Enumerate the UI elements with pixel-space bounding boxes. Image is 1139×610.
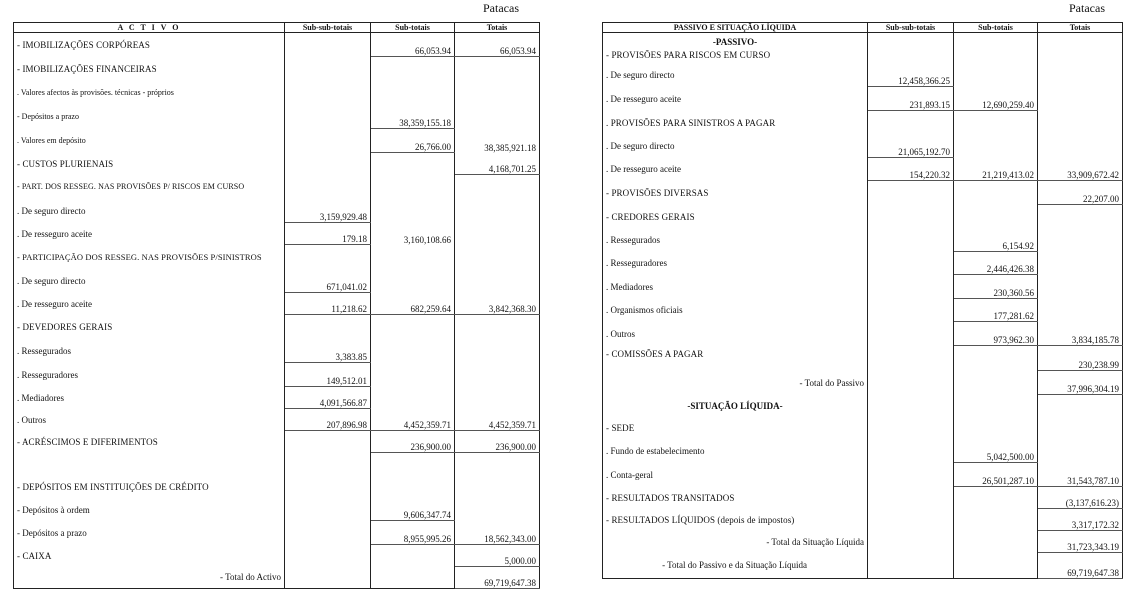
cell-sub-total: 12,690,259.40 <box>954 87 1038 111</box>
cell-sub-total <box>954 553 1038 579</box>
cell-sub-sub-total <box>285 33 371 57</box>
cell-total: 31,543,787.10 <box>1038 463 1123 487</box>
section-heading-situacao-liquida: -SITUAÇÃO LÍQUIDA- <box>603 395 868 417</box>
table-row <box>14 453 540 475</box>
row-label: . Organismos oficiais <box>603 299 868 322</box>
table-row <box>14 245 540 269</box>
table-row <box>14 199 540 223</box>
cell-total: 38,385,921.18 <box>455 129 540 153</box>
cell-sub-sub-total: 12,458,366.25 <box>868 63 954 87</box>
row-label: - SEDE <box>603 417 868 439</box>
cell-sub-total <box>371 269 455 293</box>
table-row <box>14 339 540 363</box>
table-row <box>14 293 540 315</box>
cell-sub-sub-total <box>868 531 954 553</box>
cell-total: 3,842,368.30 <box>455 293 540 315</box>
cell-sub-total <box>954 63 1038 87</box>
table-row <box>14 175 540 199</box>
cell-total: 33,909,672.42 <box>1038 158 1123 181</box>
cell-total: 236,900.00 <box>455 431 540 453</box>
cell-sub-sub-total <box>285 81 371 105</box>
table-row <box>603 135 1123 158</box>
cell-total <box>455 339 540 363</box>
table-row <box>14 153 540 175</box>
row-label: - PART. DOS RESSEG. NAS PROVISÕES P/ RISCOS EM CURSO <box>14 175 285 199</box>
cell-total <box>1038 205 1123 229</box>
table-row <box>603 181 1123 205</box>
cell-total <box>1038 395 1123 417</box>
header-totais: Totais <box>455 23 540 33</box>
cell-sub-total <box>371 57 455 81</box>
row-label: - Depósitos a prazo <box>14 521 285 545</box>
table-row-total <box>14 567 540 589</box>
cell-sub-total <box>371 81 455 105</box>
table-row <box>603 158 1123 181</box>
cell-sub-total <box>954 47 1038 63</box>
cell-sub-total <box>371 363 455 387</box>
cell-sub-sub-total: 11,218.62 <box>285 293 371 315</box>
table-row <box>14 33 540 57</box>
row-label: - IMOBILIZAÇÕES FINANCEIRAS <box>14 57 285 81</box>
row-label: . De resseguro aceite <box>603 87 868 111</box>
cell-sub-sub-total <box>868 252 954 275</box>
cell-sub-total: 38,359,155.18 <box>371 105 455 129</box>
row-label: . Conta-geral <box>603 463 868 487</box>
cell-sub-sub-total <box>285 57 371 81</box>
row-label: . De seguro directo <box>14 269 285 293</box>
row-label: . Resseguradores <box>14 363 285 387</box>
row-label: - PROVISÕES DIVERSAS <box>603 181 868 205</box>
table-row <box>603 33 1123 47</box>
table-row <box>603 87 1123 111</box>
cell-sub-total: 5,042,500.00 <box>954 439 1038 463</box>
table-row <box>14 269 540 293</box>
cell-sub-total <box>371 387 455 409</box>
total-passivo-label: - Total do Passivo <box>603 371 868 395</box>
cell-total <box>1038 63 1123 87</box>
header-sub-totais: Sub-totais <box>954 23 1038 33</box>
cell-sub-sub-total <box>868 33 954 47</box>
cell-total <box>455 105 540 129</box>
cell-sub-sub-total: 21,065,192.70 <box>868 135 954 158</box>
cell-sub-sub-total <box>285 567 371 589</box>
row-label: - PARTICIPAÇÃO DOS RESSEG. NAS PROVISÕES P/SINISTROS <box>14 245 285 269</box>
cell-sub-sub-total <box>868 509 954 531</box>
table-row <box>14 315 540 339</box>
cell-sub-total <box>954 33 1038 47</box>
cell-sub-total <box>954 135 1038 158</box>
cell-sub-total: 8,955,995.26 <box>371 521 455 545</box>
cell-sub-total: 230,360.56 <box>954 275 1038 299</box>
table-row <box>14 223 540 245</box>
table-row <box>14 81 540 105</box>
cell-total <box>1038 87 1123 111</box>
table-row <box>14 57 540 81</box>
table-row <box>603 417 1123 439</box>
cell-sub-sub-total <box>868 395 954 417</box>
cell-total <box>1038 229 1123 252</box>
header-sub-sub-totais: Sub-sub-totais <box>868 23 954 33</box>
table-row <box>603 205 1123 229</box>
table-row <box>603 487 1123 509</box>
cell-sub-sub-total: 207,896.98 <box>285 409 371 431</box>
cell-sub-total <box>371 245 455 269</box>
cell-sub-sub-total: 671,041.02 <box>285 269 371 293</box>
row-label: . Mediadores <box>14 387 285 409</box>
cell-sub-total <box>954 531 1038 553</box>
table-row <box>603 439 1123 463</box>
table-row <box>603 63 1123 87</box>
cell-sub-sub-total <box>285 521 371 545</box>
row-label: . Ressegurados <box>603 229 868 252</box>
cell-sub-sub-total <box>285 175 371 199</box>
cell-sub-sub-total <box>868 181 954 205</box>
table-row <box>603 463 1123 487</box>
cell-total: 22,207.00 <box>1038 181 1123 205</box>
table-row-total <box>603 553 1123 579</box>
cell-sub-total <box>954 205 1038 229</box>
cell-total: 5,000.00 <box>455 545 540 567</box>
table-row <box>603 509 1123 531</box>
cell-sub-sub-total <box>868 463 954 487</box>
table-row <box>14 499 540 521</box>
cell-sub-sub-total <box>285 545 371 567</box>
cell-total <box>455 475 540 499</box>
cell-sub-total <box>954 181 1038 205</box>
cell-total: 3,317,172.32 <box>1038 509 1123 531</box>
row-label: . Mediadores <box>603 275 868 299</box>
row-label: . De resseguro aceite <box>14 223 285 245</box>
table-row <box>603 299 1123 322</box>
total-situacao-liquida-value: 31,723,343.19 <box>1038 531 1123 553</box>
row-label: . PROVISÕES PARA SINISTROS A PAGAR <box>603 111 868 135</box>
cell-total <box>455 363 540 387</box>
total-passivo-situacao-value: 69,719,647.38 <box>1038 553 1123 579</box>
currency-label-left: Patacas <box>483 1 519 15</box>
cell-sub-total: 177,281.62 <box>954 299 1038 322</box>
cell-sub-sub-total <box>868 439 954 463</box>
total-passivo-situacao-label: - Total do Passivo e da Situação Líquida <box>603 553 868 579</box>
cell-sub-sub-total: 4,091,566.87 <box>285 387 371 409</box>
row-label: . De resseguro aceite <box>603 158 868 181</box>
cell-sub-total <box>371 545 455 567</box>
cell-sub-sub-total: 231,893.15 <box>868 87 954 111</box>
table-header <box>14 23 540 33</box>
cell-sub-sub-total <box>868 205 954 229</box>
row-label: . Resseguradores <box>603 252 868 275</box>
cell-sub-sub-total <box>285 431 371 453</box>
cell-total <box>1038 275 1123 299</box>
cell-sub-sub-total <box>868 299 954 322</box>
row-label: . De resseguro aceite <box>14 293 285 315</box>
row-label: - Depósitos à ordem <box>14 499 285 521</box>
cell-sub-sub-total <box>868 275 954 299</box>
total-passivo-value: 37,996,304.19 <box>1038 371 1123 395</box>
cell-sub-sub-total: 154,220.32 <box>868 158 954 181</box>
table-row <box>603 111 1123 135</box>
row-label: . Ressegurados <box>14 339 285 363</box>
cell-sub-sub-total: 149,512.01 <box>285 363 371 387</box>
cell-sub-total <box>954 371 1038 395</box>
cell-sub-sub-total <box>285 105 371 129</box>
cell-sub-total <box>954 395 1038 417</box>
row-label: - RESULTADOS TRANSITADOS <box>603 487 868 509</box>
total-activo-value: 69,719,647.38 <box>455 567 540 589</box>
cell-sub-sub-total <box>868 229 954 252</box>
table-header <box>603 23 1123 33</box>
cell-sub-total <box>371 475 455 499</box>
table-row <box>14 521 540 545</box>
cell-total <box>1038 111 1123 135</box>
header-sub-totais: Sub-totais <box>371 23 455 33</box>
cell-total <box>1038 135 1123 158</box>
table-row <box>14 431 540 453</box>
row-label: . De seguro directo <box>603 135 868 158</box>
cell-sub-total <box>371 567 455 589</box>
cell-sub-total <box>954 509 1038 531</box>
header-totais: Totais <box>1038 23 1123 33</box>
row-label <box>14 453 285 475</box>
cell-total <box>1038 33 1123 47</box>
cell-total <box>455 245 540 269</box>
cell-sub-sub-total <box>868 417 954 439</box>
table-row <box>603 346 1123 371</box>
row-label: . Valores em depósito <box>14 129 285 153</box>
cell-total <box>455 499 540 521</box>
cell-sub-total: 6,154.92 <box>954 229 1038 252</box>
row-label: . De seguro directo <box>14 199 285 223</box>
header-sub-sub-totais: Sub-sub-totais <box>285 23 371 33</box>
cell-sub-sub-total <box>285 475 371 499</box>
row-label: - COMISSÕES A PAGAR <box>603 346 868 371</box>
cell-total <box>455 199 540 223</box>
row-label: . De seguro directo <box>603 63 868 87</box>
total-activo-label: - Total do Activo <box>14 567 285 589</box>
row-label: - IMOBILIZAÇÕES CORPÓREAS <box>14 33 285 57</box>
row-label: - DEVEDORES GERAIS <box>14 315 285 339</box>
cell-sub-total <box>371 453 455 475</box>
row-label: - Depósitos a prazo <box>14 105 285 129</box>
cell-total <box>1038 439 1123 463</box>
table-row <box>14 387 540 409</box>
table-row <box>603 322 1123 346</box>
table-row <box>603 252 1123 275</box>
row-label: . Outros <box>14 409 285 431</box>
table-row <box>603 47 1123 63</box>
table-row <box>14 129 540 153</box>
cell-sub-total: 3,160,108.66 <box>371 223 455 245</box>
cell-sub-total <box>371 315 455 339</box>
cell-sub-sub-total <box>285 245 371 269</box>
row-label: . Valores afectos às provisões. técnicas - próprios <box>14 81 285 105</box>
cell-sub-sub-total <box>868 346 954 371</box>
cell-total <box>455 315 540 339</box>
cell-sub-sub-total <box>285 315 371 339</box>
cell-sub-total: 21,219,413.02 <box>954 158 1038 181</box>
passivo-table <box>602 22 1123 579</box>
cell-sub-sub-total <box>868 47 954 63</box>
cell-sub-total <box>954 346 1038 371</box>
cell-sub-total: 9,606,347.74 <box>371 499 455 521</box>
cell-total <box>455 57 540 81</box>
cell-sub-total <box>371 339 455 363</box>
cell-total <box>1038 252 1123 275</box>
cell-total: 4,452,359.71 <box>455 409 540 431</box>
table-row <box>14 105 540 129</box>
table-row <box>603 229 1123 252</box>
header-passivo: PASSIVO E SITUAÇÃO LÍQUIDA <box>603 23 868 33</box>
cell-sub-total <box>371 199 455 223</box>
cell-total: 4,168,701.25 <box>455 153 540 175</box>
cell-sub-sub-total <box>868 111 954 135</box>
cell-sub-total: 236,900.00 <box>371 431 455 453</box>
cell-total: 66,053.94 <box>455 33 540 57</box>
cell-total <box>455 269 540 293</box>
row-label: - RESULTADOS LÍQUIDOS (depois de impostos) <box>603 509 868 531</box>
cell-total <box>1038 299 1123 322</box>
cell-sub-total: 26,501,287.10 <box>954 463 1038 487</box>
cell-sub-sub-total: 3,383.85 <box>285 339 371 363</box>
cell-total: 230,238.99 <box>1038 346 1123 371</box>
cell-sub-total: 4,452,359.71 <box>371 409 455 431</box>
cell-sub-total <box>371 175 455 199</box>
cell-sub-sub-total <box>285 453 371 475</box>
row-label: - ACRÉSCIMOS E DIFERIMENTOS <box>14 431 285 453</box>
row-label: - DEPÓSITOS EM INSTITUIÇÕES DE CRÉDITO <box>14 475 285 499</box>
cell-sub-sub-total <box>285 153 371 175</box>
cell-sub-sub-total <box>285 499 371 521</box>
cell-sub-total: 2,446,426.38 <box>954 252 1038 275</box>
cell-total: 18,562,343.00 <box>455 521 540 545</box>
cell-total <box>455 223 540 245</box>
row-label: . Outros <box>603 322 868 346</box>
table-row <box>14 409 540 431</box>
row-label: - PROVISÕES PARA RISCOS EM CURSO <box>603 47 868 63</box>
activo-table <box>13 22 540 589</box>
cell-total <box>1038 417 1123 439</box>
cell-total <box>455 387 540 409</box>
cell-sub-sub-total <box>868 371 954 395</box>
currency-label-right: Patacas <box>1069 1 1105 15</box>
cell-sub-total <box>954 417 1038 439</box>
table-row-total <box>603 371 1123 395</box>
cell-sub-total: 973,962.30 <box>954 322 1038 346</box>
row-label: . Fundo de estabelecimento <box>603 439 868 463</box>
cell-sub-sub-total <box>285 129 371 153</box>
row-label: - CAIXA <box>14 545 285 567</box>
cell-sub-sub-total <box>868 322 954 346</box>
cell-sub-total <box>371 153 455 175</box>
table-row <box>603 275 1123 299</box>
header-activo: A C T I V O <box>14 23 285 33</box>
row-label: - CUSTOS PLURIENAIS <box>14 153 285 175</box>
cell-total: (3,137,616.23) <box>1038 487 1123 509</box>
cell-total: 3,834,185.78 <box>1038 322 1123 346</box>
table-row-total <box>603 531 1123 553</box>
cell-sub-total: 66,053.94 <box>371 33 455 57</box>
table-row <box>14 363 540 387</box>
cell-sub-total <box>954 111 1038 135</box>
table-row <box>14 475 540 499</box>
cell-sub-sub-total: 3,159,929.48 <box>285 199 371 223</box>
table-row <box>603 395 1123 417</box>
total-situacao-liquida-label: - Total da Situação Líquida <box>603 531 868 553</box>
cell-total <box>455 453 540 475</box>
cell-sub-sub-total: 179.18 <box>285 223 371 245</box>
cell-total <box>1038 47 1123 63</box>
row-label: - CREDORES GERAIS <box>603 205 868 229</box>
cell-total <box>455 81 540 105</box>
table-row <box>14 545 540 567</box>
cell-sub-total <box>954 487 1038 509</box>
cell-sub-sub-total <box>868 487 954 509</box>
cell-sub-sub-total <box>868 553 954 579</box>
cell-sub-total: 26,766.00 <box>371 129 455 153</box>
cell-sub-total: 682,259.64 <box>371 293 455 315</box>
cell-total <box>455 175 540 199</box>
section-heading-passivo: -PASSIVO- <box>603 33 868 47</box>
